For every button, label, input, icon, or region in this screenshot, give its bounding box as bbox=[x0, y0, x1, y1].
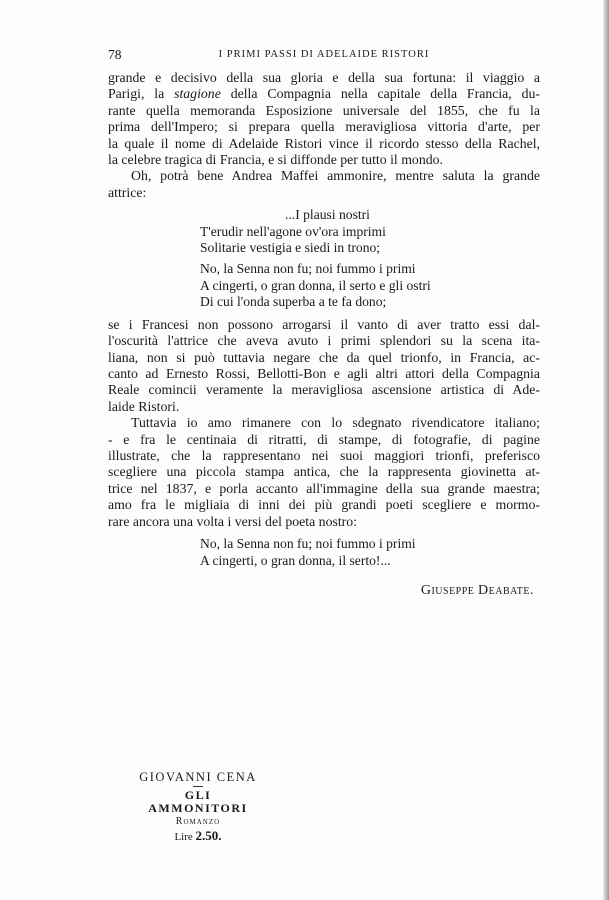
running-header bbox=[108, 47, 540, 65]
verse-line: A cingerti, o gran donna, il serto e gli ostri bbox=[200, 277, 431, 293]
text-line: Oh, potrà bene Andrea Maffei ammonire, mentre saluta la grande bbox=[131, 168, 540, 184]
advert-genre: Romanzo bbox=[175, 816, 221, 827]
paragraph-3 bbox=[108, 317, 540, 415]
text-line: laide Ristori. bbox=[108, 398, 180, 414]
body-text bbox=[108, 70, 540, 599]
text-line-content: Parigi, la stagione della Compagnia nella capitale della Francia, du- bbox=[108, 86, 540, 102]
emphasis: stagione bbox=[174, 86, 221, 102]
signature-last-name: Deabate. bbox=[478, 583, 534, 599]
advert-title: GLI AMMONITORI bbox=[148, 788, 248, 815]
text-line: se i Francesi non possono arrogarsi il vanto di aver tratto essi dal- bbox=[108, 316, 540, 332]
text-line: canto ad Ernesto Rossi, Bellotti-Bon e agli altri attori della Compagnia bbox=[108, 366, 540, 382]
text-line: Tuttavia io amo rimanere con lo sdegnato rivendicatore italiano; bbox=[131, 415, 540, 431]
book-advertisement bbox=[138, 769, 258, 844]
verse-line: Solitarie vestigia e siedi in trono; bbox=[200, 240, 381, 256]
text-line: trice nel 1837, e porla accanto all'immagine della sua grande maestra; bbox=[108, 480, 540, 496]
text-line: rare ancora una volta i versi del poeta nostro: bbox=[108, 513, 358, 529]
author-signature bbox=[108, 583, 540, 599]
text-line: amo fra le migliaia di inni dei più grandi poeti scegliere e mormo- bbox=[108, 497, 540, 513]
text-line: illustrate, che la rappresentano nei suoi maggiori trionfi, preferisco bbox=[108, 448, 540, 464]
text-line: liana, non si può tuttavia negare che da quel trionfo, in Francia, ac- bbox=[108, 349, 540, 365]
verse-line: A cingerti, o gran donna, il serto!... bbox=[200, 552, 391, 568]
verse-line: No, la Senna non fu; noi fummo i primi bbox=[200, 536, 416, 552]
text-line: l'oscurità l'attrice che aveva avuto i primi splendori su la scena ita- bbox=[108, 333, 540, 349]
verse-line: Di cui l'onda superba a te fa dono; bbox=[200, 294, 387, 310]
advert-price-value: 2.50. bbox=[195, 828, 222, 843]
text-line: la celebre tragica di Francia, e si diffonde per tutto il mondo. bbox=[108, 152, 443, 168]
verse-quote-1 bbox=[108, 207, 540, 311]
paragraph-2 bbox=[108, 168, 540, 201]
advert-price bbox=[138, 829, 258, 844]
paragraph-4 bbox=[108, 415, 540, 530]
text-line: scegliere una piccola stampa antica, che la rappresenta giovinetta at- bbox=[108, 464, 540, 480]
running-title: I PRIMI PASSI DI ADELAIDE RISTORI bbox=[218, 49, 430, 60]
text-line: Reale comincii veramente la meravigliosa ascensione artistica di Ade- bbox=[108, 382, 540, 398]
text-line bbox=[108, 86, 540, 102]
text-line: attrice: bbox=[108, 184, 147, 200]
verse-line: No, la Senna non fu; noi fummo i primi bbox=[200, 261, 416, 277]
text-line: la quale il nome di Adelaide Ristori vince il ricordo stesso della Rachel, bbox=[108, 135, 540, 151]
paragraph-1 bbox=[108, 70, 540, 168]
text-line: prima dell'Impero; si prepara quella meravigliosa vittoria d'arte, per bbox=[108, 119, 540, 135]
verse-quote-2 bbox=[108, 536, 540, 569]
verse-line: ...I plausi nostri bbox=[285, 207, 370, 223]
page-number: 78 bbox=[108, 47, 122, 62]
signature-first-name: Giuseppe bbox=[420, 583, 475, 599]
page-edge-shadow bbox=[603, 0, 609, 900]
verse-line: T'erudir nell'agone ov'ora imprimi bbox=[200, 223, 386, 239]
advert-author: GIOVANNI CENA bbox=[139, 770, 257, 784]
advert-rule bbox=[193, 786, 203, 787]
text-line: - e fra le centinaia di ritratti, di stampe, di fotografie, di pagine bbox=[108, 431, 540, 447]
advert-price-label: Lire bbox=[174, 831, 193, 843]
text-line: rante quella memoranda Esposizione universale del 1855, che fu la bbox=[108, 102, 540, 118]
text-line: grande e decisivo della sua gloria e della sua fortuna: il viaggio a bbox=[108, 70, 540, 85]
